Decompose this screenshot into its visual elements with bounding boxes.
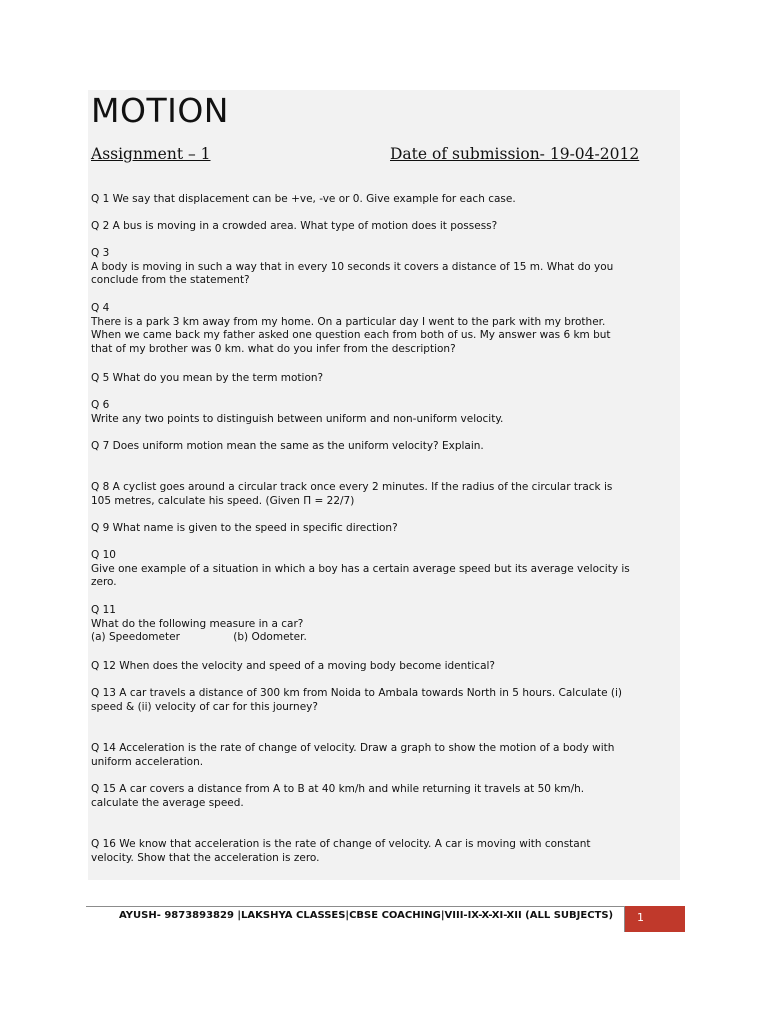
question-11: Q 11 What do the following measure in a car? (a) Speedometer (b) Odometer. bbox=[91, 604, 307, 644]
question-4: Q 4 There is a park 3 km away from my home. On a particular day I went to the park with my brother. When we came back my father asked one question each from both of us. My answer was 6 km but that of my brother was 0 km. what do you infer from the description? bbox=[91, 302, 611, 355]
assignment-label: Assignment – 1 bbox=[91, 145, 211, 163]
question-9: Q 9 What name is given to the speed in specific direction? bbox=[91, 522, 398, 534]
question-14: Q 14 Acceleration is the rate of change of velocity. Draw a graph to show the motion of a body with uniform acceleration. bbox=[91, 742, 615, 768]
question-7: Q 7 Does uniform motion mean the same as the uniform velocity? Explain. bbox=[91, 440, 484, 452]
page-number: 1 bbox=[637, 911, 644, 924]
page-number-badge bbox=[625, 906, 685, 932]
question-3: Q 3 A body is moving in such a way that in every 10 seconds it covers a distance of 15 m. What do you conclude from the statement? bbox=[91, 247, 614, 287]
submission-date: Date of submission- 19-04-2012 bbox=[390, 145, 640, 163]
page-title: MOTION bbox=[91, 91, 229, 130]
question-13: Q 13 A car travels a distance of 300 km from Noida to Ambala towards North in 5 hours. Calculate (i) speed & (ii) velocity of car for this journey? bbox=[91, 687, 623, 713]
question-12: Q 12 When does the velocity and speed of a moving body become identical? bbox=[91, 660, 495, 672]
question-15: Q 15 A car covers a distance from A to B at 40 km/h and while returning it travels at 50 km/h. calculate the average speed. bbox=[91, 783, 585, 809]
question-16: Q 16 We know that acceleration is the rate of change of velocity. A car is moving with constant velocity. Show that the acceleration is zero. bbox=[91, 838, 591, 864]
footer-divider bbox=[86, 906, 626, 907]
question-2: Q 2 A bus is moving in a crowded area. What type of motion does it possess? bbox=[91, 220, 498, 232]
question-10: Q 10 Give one example of a situation in which a boy has a certain average speed but its average velocity is zero. bbox=[91, 549, 630, 589]
footer-text: AYUSH- 9873893829 |LAKSHYA CLASSES|CBSE COACHING|VIII-IX-X-XI-XII (ALL SUBJECTS) bbox=[119, 910, 614, 921]
question-6: Q 6 Write any two points to distinguish between uniform and non-uniform velocity. bbox=[91, 399, 504, 425]
question-1: Q 1 We say that displacement can be +ve, -ve or 0. Give example for each case. bbox=[91, 193, 516, 205]
assignment-header bbox=[91, 145, 671, 167]
question-5: Q 5 What do you mean by the term motion? bbox=[91, 372, 324, 384]
question-8: Q 8 A cyclist goes around a circular track once every 2 minutes. If the radius of the circular track is 105 metres, calculate his speed. (Given Π = 22/7) bbox=[91, 481, 613, 507]
